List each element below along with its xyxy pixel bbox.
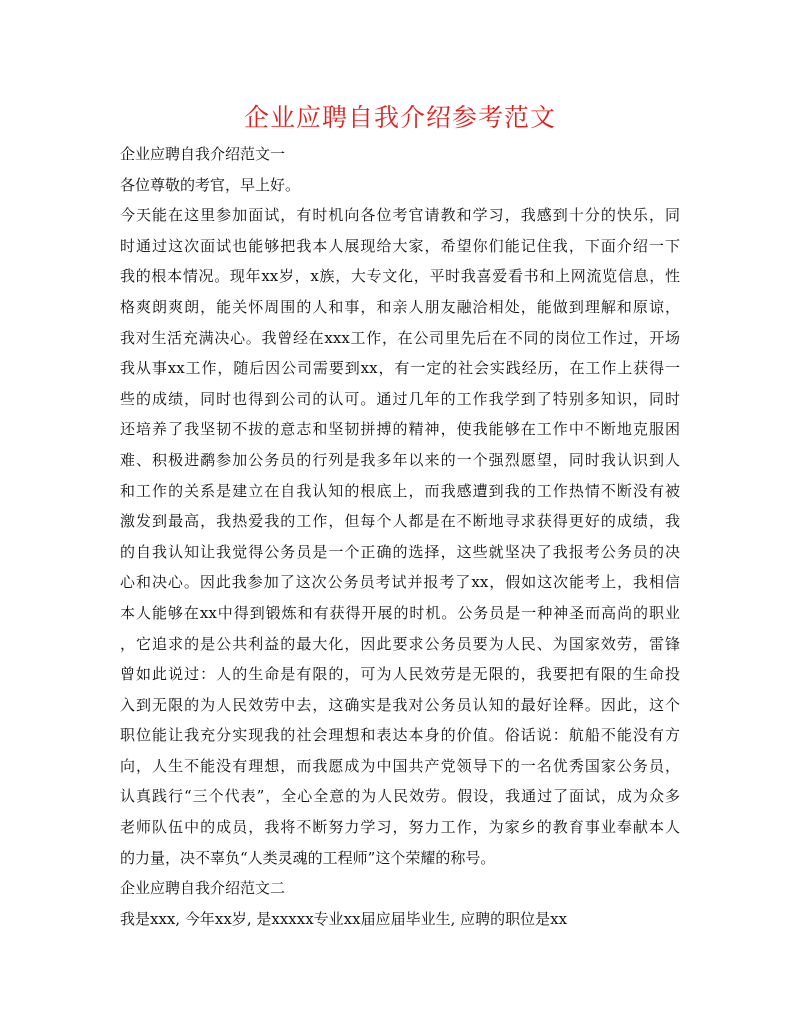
paragraph-line: 的力量，决不辜负“人类灵魂的工程师”这个荣耀的称号。: [120, 848, 496, 867]
paragraph-line: 和工作的关系是建立在自我认知的根底上，而我感遭到我的工作热情不断没有被: [120, 481, 680, 500]
greeting-line: 各位尊敬的考官，早上好。: [120, 175, 301, 194]
document-body: [120, 139, 680, 934]
paragraph-line: 老师队伍中的成员，我将不断努力学习，努力工作，为家乡的教育事业奉献本人: [120, 818, 680, 837]
section-heading-1: 企业应聘自我介绍范文一: [120, 145, 286, 163]
paragraph-line: 时通过这次面试也能够把我本人展现给大家，希望你们能记住我，下面介绍一下: [120, 236, 680, 255]
paragraph-line: 本人能够在xx中得到锻炼和有获得开展的时机。公务员是一种神圣而高尚的职业: [120, 603, 680, 622]
paragraph-line: 的自我认知让我觉得公务员是一个正确的选择，这些就坚决了我报考公务员的决: [120, 542, 680, 561]
paragraph-line: 我从事xx工作，随后因公司需要到xx，有一定的社会实践经历，在工作上获得一: [120, 359, 680, 378]
paragraph-line: 我是xxx, 今年xx岁, 是xxxxx专业xx届应届毕业生, 应聘的职位是xx: [120, 909, 568, 928]
paragraph-line: ，它追求的是公共利益的最大化，因此要求公务员要为人民、为国家效劳，雷锋: [120, 634, 680, 653]
paragraph-line: 激发到最高，我热爱我的工作，但每个人都是在不断地寻求获得更好的成绩，我: [120, 512, 680, 531]
paragraph-line: 入到无限的为人民效劳中去，这确实是我对公务员认知的最好诠释。因此，这个: [120, 695, 680, 714]
paragraph-line: 难、积极进鹬参加公务员的行列是我多年以来的一个强烈愿望，同时我认识到人: [120, 450, 680, 469]
paragraph-line: 些的成绩，同时也得到公司的认可。通过几年的工作我学到了特别多知识，同时: [120, 389, 680, 408]
paragraph-line: 曾如此说过：人的生命是有限的，可为人民效劳是无限的，我要把有限的生命投: [120, 665, 680, 684]
paragraph-line: 还培养了我坚韧不拔的意志和坚韧拼搏的精神，使我能够在工作中不断地克服困: [120, 420, 680, 439]
paragraph-line: 我的根本情况。现年xx岁，x族，大专文化，平时我喜爱看书和上网流览信息，性: [120, 267, 680, 286]
paragraph-line: 格爽朗爽朗，能关怀周围的人和事，和亲人朋友融洽相处，能做到理解和原谅，: [120, 297, 680, 316]
paragraph-line: 心和决心。因此我参加了这次公务员考试并报考了xx，假如这次能考上，我相信: [120, 573, 680, 592]
paragraph-line: 今天能在这里参加面试，有时机向各位考官请教和学习，我感到十分的快乐，同: [120, 206, 680, 225]
document-title: 企业应聘自我介绍参考范文: [243, 103, 556, 132]
paragraph-line: 向，人生不能没有理想，而我愿成为中国共产党领导下的一名优秀国家公务员，: [120, 756, 680, 775]
paragraph-line: 我对生活充满决心。我曾经在xxx工作，在公司里先后在不同的岗位工作过，开场: [120, 328, 680, 347]
paragraph-line: 认真践行“三个代表”，全心全意的为人民效劳。假设，我通过了面试，成为众多: [120, 787, 680, 806]
paragraph-line: 职位能让我充分实现我的社会理想和表达本身的价值。俗话说：航船不能没有方: [120, 726, 680, 745]
section-heading-2: 企业应聘自我介绍范文二: [120, 879, 286, 898]
